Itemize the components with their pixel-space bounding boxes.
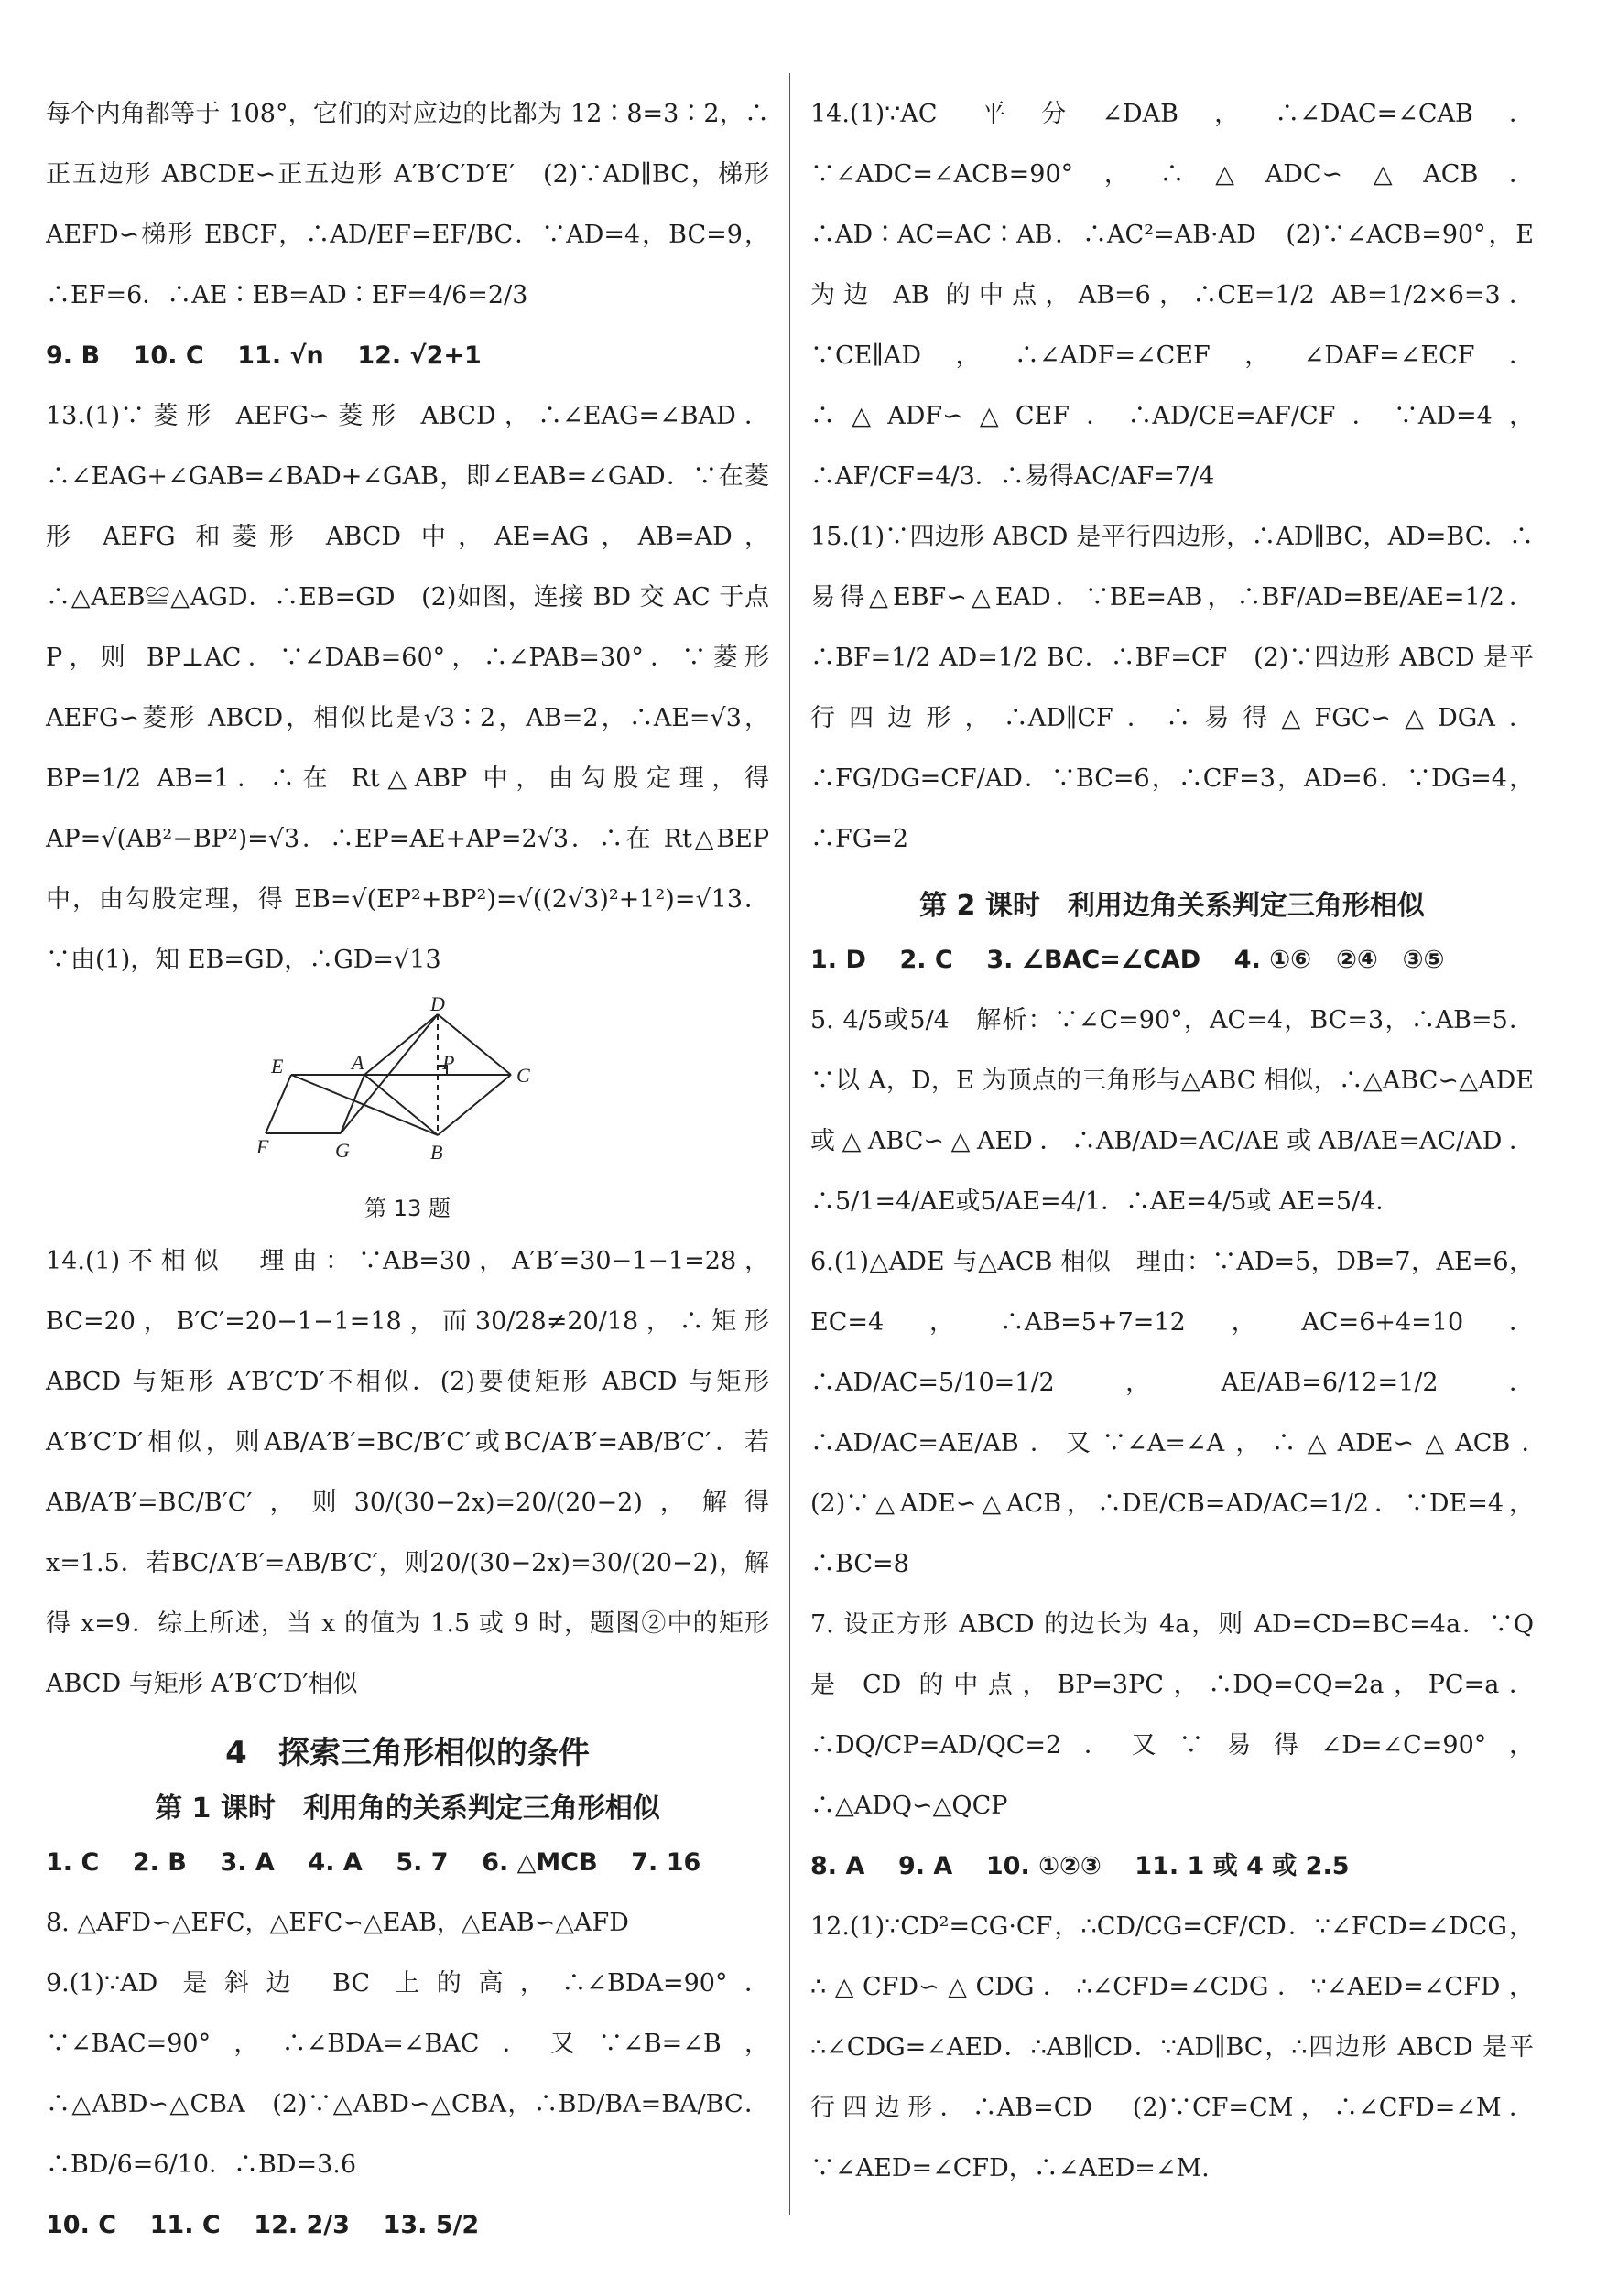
answer-15: 15.(1)∵四边形 ABCD 是平行四边形，∴AD∥BC，AD=BC．∴易得△EBF∽△EAD．∵BE=AB，∴BF/AD=BE/AE=1/2．∴BF=1/2 AD=1/2 BC．∴BF=CF (2)∵四边形 ABCD 是平行四边形，∴AD∥CF．∴易得△FGC∽△DGA．∴FG/DG=CF/AD．∵BC=6，∴CF=3，AD=6．∵DG=4，∴FG=2 [810, 523, 1534, 853]
answer-r6: 6.(1)△ADE 与△ACB 相似 理由：∵AD=5，DB=7，AE=6，EC=4，∴AB=5+7=12，AC=6+4=10．∴AD/AC=5/10=1/2，AE/AB=6/12=1/2．∴AD/AC=AE/AB．又∵∠A=∠A，∴△ADE∽△ACB． (2)∵△ADE∽△ACB，∴DE/CB=AD/AC=1/2．∵DE=4，∴BC=8 [810, 1248, 1558, 1578]
answer-6: 6. △MCB [482, 1848, 598, 1877]
answer-r8: 8. A [810, 1852, 865, 1880]
answer-r5: 5. 4/5或5/4 解析：∵∠C=90°，AC=4，BC=3，∴AB=5．∵以 A，D，E 为顶点的三角形与△ABC 相似，∴△ABC∽△ADE 或△ABC∽△AED．∴AB/AD=AC/AE或AB/AE=AC/AD．∴5/1=4/AE或5/AE=4/1．∴AE=4/5或 AE=5/4． [810, 1006, 1534, 1216]
edge-CB [438, 1075, 511, 1135]
answer-r10: 10. ①②③ [985, 1852, 1102, 1880]
label-B: B [430, 1141, 443, 1164]
label-F: F [256, 1135, 269, 1158]
answers-1-4 [810, 930, 1534, 991]
answer-9-proof: 9.(1)∵AD 是斜边 BC 上的高，∴∠BDA=90°．∵∠BAC=90°，∴∠BDA=∠BAC．又∵∠B=∠B，∴△ABD∽△CBA (2)∵△ABD∽△CBA，∴BD/BA=BA/BC．∴BD/6=6/10．∴BD=3.6 [46, 1969, 769, 2179]
answer-4: 4. A [308, 1848, 363, 1877]
answer-14-left: 14.(1)不相似 理由：∵AB=30，A′B′=30−1−1=28，BC=20，B′C′=20−1−1=18，而30/28≠20/18，∴矩形 ABCD 与矩形 A′B′C′D′不相似．(2)要使矩形 ABCD 与矩形 A′B′C′D′相似，则AB/A′B′=BC/B′C′或BC/A′B′=AB/B′C′．若AB/A′B′=BC/B′C′，则30/(30−2x)=20/(20−2)，解得 x=1.5．若BC/A′B′=AB/B′C′，则20/(30−2x)=30/(20−2)，解得 x=9．综上所述，当 x 的值为 1.5 或 9 时，题图②中的矩形 ABCD 与矩形 A′B′C′D′相似 [46, 1247, 769, 1698]
answers-10-13 [46, 2195, 769, 2256]
answer-r2: 2. C [899, 946, 953, 974]
answer-r7: 7. 设正方形 ABCD 的边长为 4a，则 AD=CD=BC=4a．∵Q 是 CD 的中点，BP=3PC，∴DQ=CQ=2a，PC=a．∴DQ/CP=AD/QC=2．又∵易得∠D=∠C=90°，∴△ADQ∽△QCP [810, 1610, 1534, 1820]
answer-12b: 12. 2/3 [254, 2211, 350, 2239]
answer-1: 1. C [46, 1848, 100, 1877]
right-column [810, 84, 1558, 2199]
answer-r3: 3. ∠BAC=∠CAD [986, 946, 1201, 974]
answer-5: 5. 7 [396, 1848, 449, 1877]
answer-8: 8. △AFD∽△EFC，△EFC∽△EAB，△EAB∽△AFD [46, 1909, 629, 1937]
answer-9: 9. B [46, 341, 101, 370]
answer-10: 10. C [133, 341, 204, 370]
left-column [46, 84, 769, 2256]
edge-BA [364, 1075, 438, 1135]
answer-2: 2. B [132, 1848, 187, 1877]
figure-13 [256, 996, 559, 1222]
edge-EF [266, 1075, 291, 1133]
answer-14-right: 14.(1)∵AC 平分∠DAB，∴∠DAC=∠CAB．∵∠ADC=∠ACB=90°，∴△ADC∽△ACB．∴AD∶AC=AC∶AB．∴AC²=AB·AD (2)∵∠ACB=90°，E 为边 AB 的中点，AB=6，∴CE=1/2 AB=1/2×6=3．∵CE∥AD，∴∠ADF=∠CEF，∠DAF=∠ECF．∴△ADF∽△CEF．∴AD/CE=AF/CF．∵AD=4，∴AF/CF=4/3．∴易得AC/AF=7/4 [810, 100, 1534, 491]
answer-r12: 12.(1)∵CD²=CG·CF，∴CD/CG=CF/CD．∵∠FCD=∠DCG，∴△CFD∽△CDG．∴∠CFD=∠CDG．∵∠AED=∠CFD，∴∠CDG=∠AED．∴AB∥CD．∵AD∥BC，∴四边形 ABCD 是平行四边形．∴AB=CD (2)∵CF=CM，∴∠CFD=∠M．∵∠AED=∠CFD，∴∠AED=∠M. [810, 1912, 1534, 2182]
answer-11: 11. √n [237, 341, 324, 370]
figure-caption: 第 13 题 [364, 1196, 451, 1221]
label-A: A [352, 1051, 364, 1074]
label-D: D [430, 996, 445, 1015]
answer-10b: 10. C [46, 2211, 117, 2239]
answer-r9: 9. A [897, 1852, 953, 1880]
answer-8-continued: 每个内角都等于 108°，它们的对应边的比都为 12∶8=3∶2，∴正五边形 ABCDE∽正五边形 A′B′C′D′E′ (2)∵AD∥BC，梯形 AEFD∽梯形 EBCF，∴AD/EF=EF/BC．∵AD=4，BC=9，∴EF=6．∴AE∶EB=AD∶EF=4/6=2/3 [46, 100, 769, 309]
answers-9-12 [46, 326, 769, 386]
answer-r11: 11. 1 或 4 或 2.5 [1135, 1852, 1350, 1880]
answer-r1: 1. D [810, 946, 866, 974]
answer-3: 3. A [220, 1848, 275, 1877]
label-P: P [442, 1051, 455, 1074]
answer-13b: 13. 5/2 [383, 2211, 480, 2239]
column-divider [789, 73, 790, 2215]
edge-AD [364, 1014, 438, 1075]
answer-7: 7. 16 [631, 1848, 701, 1877]
answer-12: 12. √2+1 [357, 341, 482, 370]
answers-8-11 [810, 1836, 1534, 1897]
label-E: E [271, 1055, 284, 1078]
lesson-1-title: 第 1 课时 利用角的关系判定三角形相似 [155, 1792, 660, 1825]
geometry-figure [256, 996, 559, 1188]
label-C: C [516, 1064, 530, 1087]
answer-13: 13.(1)∵菱形 AEFG∽菱形 ABCD，∴∠EAG=∠BAD．∴∠EAG+∠GAB=∠BAD+∠GAB，即∠EAB=∠GAD．∵在菱形 AEFG 和菱形 ABCD 中，AE=AG，AB=AD，∴△AEB≌△AGD．∴EB=GD (2)如图，连接 BD 交 AC 于点 P，则 BP⊥AC．∵∠DAB=60°，∴∠PAB=30°．∵菱形 AEFG∽菱形 ABCD，相似比是√3∶2，AB=2，∴AE=√3，BP=1/2 AB=1．∴在 Rt△ABP 中，由勾股定理，得 AP=√(AB²−BP²)=√3．∴EP=AE+AP=2√3．∴在 Rt△BEP 中，由勾股定理，得 EB=√(EP²+BP²)=√((2√3)²+1²)=√13．∵由(1)，知 EB=GD，∴GD=√13 [46, 402, 769, 974]
section-4-title: 4 探索三角形相似的条件 [225, 1735, 590, 1771]
answers-1-7 [46, 1833, 769, 1893]
answer-11b: 11. C [149, 2211, 221, 2239]
answer-r4: 4. ①⑥ ②④ ③⑤ [1233, 946, 1445, 974]
label-G: G [335, 1139, 350, 1162]
lesson-2-title: 第 2 课时 利用边角关系判定三角形相似 [919, 890, 1425, 922]
